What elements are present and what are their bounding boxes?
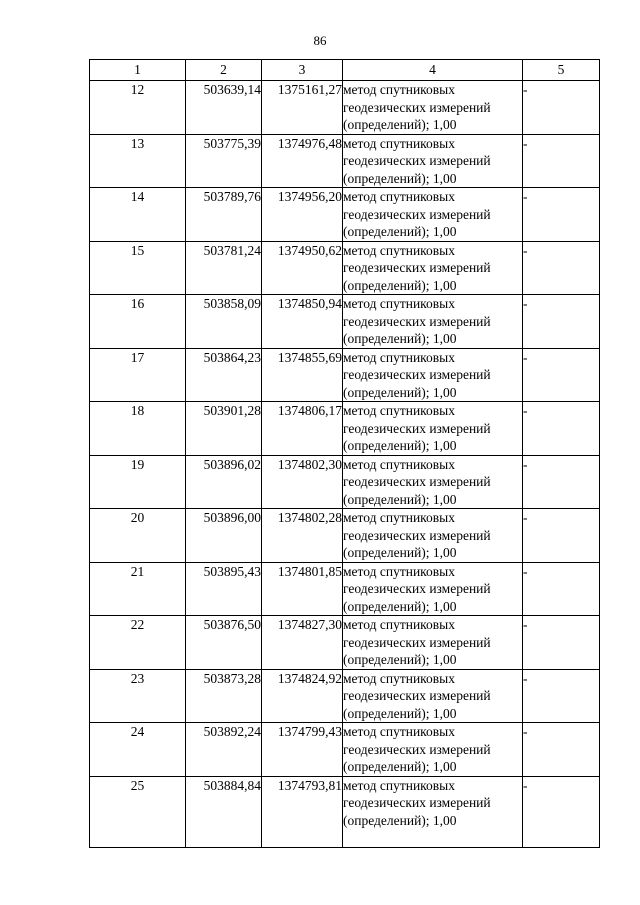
note-cell: - [523, 295, 600, 349]
note-cell: - [523, 669, 600, 723]
note-cell: - [523, 616, 600, 670]
method-line: метод спутниковых [343, 296, 455, 311]
method-line: (определений); 1,00 [343, 812, 457, 828]
point-number-cell: 14 [90, 188, 186, 242]
y-coordinate-cell: 1374801,85 [262, 562, 343, 616]
point-number-cell: 23 [90, 669, 186, 723]
x-coordinate-cell: 503901,28 [186, 402, 262, 456]
method-line: (определений); 1,00 [343, 491, 457, 507]
y-coordinate-cell: 1374976,48 [262, 134, 343, 188]
method-line: геодезических измерений [343, 367, 491, 382]
method-line: метод спутниковых [343, 777, 455, 793]
note-cell: - [523, 348, 600, 402]
x-coordinate-cell: 503781,24 [186, 241, 262, 295]
table-row [90, 776, 600, 847]
point-number-cell: 12 [90, 81, 186, 135]
table-row [90, 455, 600, 509]
method-cell [343, 455, 523, 509]
method-line: (определений); 1,00 [343, 384, 457, 400]
table-body [90, 81, 600, 848]
y-coordinate-cell: 1374827,30 [262, 616, 343, 670]
table-row [90, 81, 600, 135]
note-cell: - [523, 81, 600, 135]
method-line: геодезических измерений [343, 206, 491, 222]
note-cell: - [523, 188, 600, 242]
header-row [90, 60, 600, 81]
x-coordinate-cell: 503864,23 [186, 348, 262, 402]
column-header-1: 1 [90, 60, 186, 81]
method-cell [343, 188, 523, 242]
method-line: (определений); 1,00 [343, 331, 457, 346]
point-number-cell: 15 [90, 241, 186, 295]
y-coordinate-cell: 1374806,17 [262, 402, 343, 456]
method-line: (определений); 1,00 [343, 438, 457, 453]
table-row [90, 348, 600, 402]
point-number-cell: 16 [90, 295, 186, 349]
method-line: метод спутниковых [343, 456, 455, 472]
x-coordinate-cell: 503858,09 [186, 295, 262, 349]
note-cell: - [523, 402, 600, 456]
method-line: геодезических измерений [343, 420, 491, 436]
method-cell [343, 348, 523, 402]
table-row [90, 295, 600, 349]
x-coordinate-cell: 503775,39 [186, 134, 262, 188]
point-number-cell: 13 [90, 134, 186, 188]
method-cell [343, 402, 523, 456]
table-row [90, 669, 600, 723]
method-line: метод спутниковых [343, 349, 455, 365]
method-line: геодезических измерений [343, 688, 491, 703]
x-coordinate-cell: 503884,84 [186, 776, 262, 847]
method-line: метод спутниковых [343, 189, 455, 204]
table-row [90, 241, 600, 295]
method-line: (определений); 1,00 [343, 705, 457, 721]
method-line: геодезических измерений [343, 527, 491, 543]
method-line: геодезических измерений [343, 795, 491, 810]
method-line: метод спутниковых [343, 670, 455, 686]
note-cell: - [523, 723, 600, 777]
method-line: (определений); 1,00 [343, 117, 457, 132]
note-cell: - [523, 776, 600, 847]
method-line: (определений); 1,00 [343, 170, 457, 186]
method-cell [343, 509, 523, 563]
point-number-cell: 25 [90, 776, 186, 847]
method-line: метод спутниковых [343, 242, 455, 258]
table-row [90, 616, 600, 670]
note-cell: - [523, 562, 600, 616]
method-line: метод спутниковых [343, 82, 455, 97]
column-header-4: 4 [343, 60, 523, 81]
y-coordinate-cell: 1375161,27 [262, 81, 343, 135]
x-coordinate-cell: 503895,43 [186, 562, 262, 616]
x-coordinate-cell: 503873,28 [186, 669, 262, 723]
note-cell: - [523, 455, 600, 509]
method-line: (определений); 1,00 [343, 224, 457, 239]
x-coordinate-cell: 503789,76 [186, 188, 262, 242]
method-line: геодезических измерений [343, 153, 491, 168]
column-header-3: 3 [262, 60, 343, 81]
note-cell: - [523, 509, 600, 563]
column-header-2: 2 [186, 60, 262, 81]
method-line: метод спутниковых [343, 563, 455, 579]
method-cell [343, 616, 523, 670]
method-line: метод спутниковых [343, 617, 455, 632]
method-cell [343, 81, 523, 135]
note-cell: - [523, 134, 600, 188]
method-line: (определений); 1,00 [343, 652, 457, 667]
y-coordinate-cell: 1374799,43 [262, 723, 343, 777]
method-line: геодезических измерений [343, 313, 491, 329]
coordinates-table [89, 59, 600, 848]
table-row [90, 562, 600, 616]
x-coordinate-cell: 503896,02 [186, 455, 262, 509]
point-number-cell: 17 [90, 348, 186, 402]
table-row [90, 723, 600, 777]
method-cell [343, 723, 523, 777]
method-cell [343, 776, 523, 847]
note-cell: - [523, 241, 600, 295]
page-number: 86 [313, 33, 327, 48]
x-coordinate-cell: 503896,00 [186, 509, 262, 563]
y-coordinate-cell: 1374824,92 [262, 669, 343, 723]
y-coordinate-cell: 1374855,69 [262, 348, 343, 402]
method-line: геодезических измерений [343, 260, 491, 275]
y-coordinate-cell: 1374793,81 [262, 776, 343, 847]
method-cell [343, 241, 523, 295]
method-line: геодезических измерений [343, 581, 491, 596]
method-line: метод спутниковых [343, 135, 455, 151]
column-header-5: 5 [523, 60, 600, 81]
method-line: (определений); 1,00 [343, 759, 457, 774]
method-line: (определений); 1,00 [343, 277, 457, 293]
y-coordinate-cell: 1374956,20 [262, 188, 343, 242]
method-line: (определений); 1,00 [343, 598, 457, 614]
y-coordinate-cell: 1374802,30 [262, 455, 343, 509]
method-line: метод спутниковых [343, 724, 455, 739]
table-row [90, 402, 600, 456]
method-line: геодезических измерений [343, 474, 491, 489]
table-row [90, 509, 600, 563]
point-number-cell: 21 [90, 562, 186, 616]
point-number-cell: 20 [90, 509, 186, 563]
x-coordinate-cell: 503892,24 [186, 723, 262, 777]
method-line: геодезических измерений [343, 741, 491, 757]
method-cell [343, 669, 523, 723]
x-coordinate-cell: 503639,14 [186, 81, 262, 135]
point-number-cell: 18 [90, 402, 186, 456]
y-coordinate-cell: 1374850,94 [262, 295, 343, 349]
x-coordinate-cell: 503876,50 [186, 616, 262, 670]
point-number-cell: 22 [90, 616, 186, 670]
method-cell [343, 134, 523, 188]
point-number-cell: 24 [90, 723, 186, 777]
method-line: геодезических измерений [343, 99, 491, 115]
method-line: метод спутниковых [343, 510, 455, 525]
method-cell [343, 295, 523, 349]
y-coordinate-cell: 1374950,62 [262, 241, 343, 295]
method-line: (определений); 1,00 [343, 545, 457, 560]
method-line: метод спутниковых [343, 403, 455, 418]
method-cell [343, 562, 523, 616]
method-line: геодезических измерений [343, 634, 491, 650]
point-number-cell: 19 [90, 455, 186, 509]
table-row [90, 134, 600, 188]
y-coordinate-cell: 1374802,28 [262, 509, 343, 563]
table-row [90, 188, 600, 242]
